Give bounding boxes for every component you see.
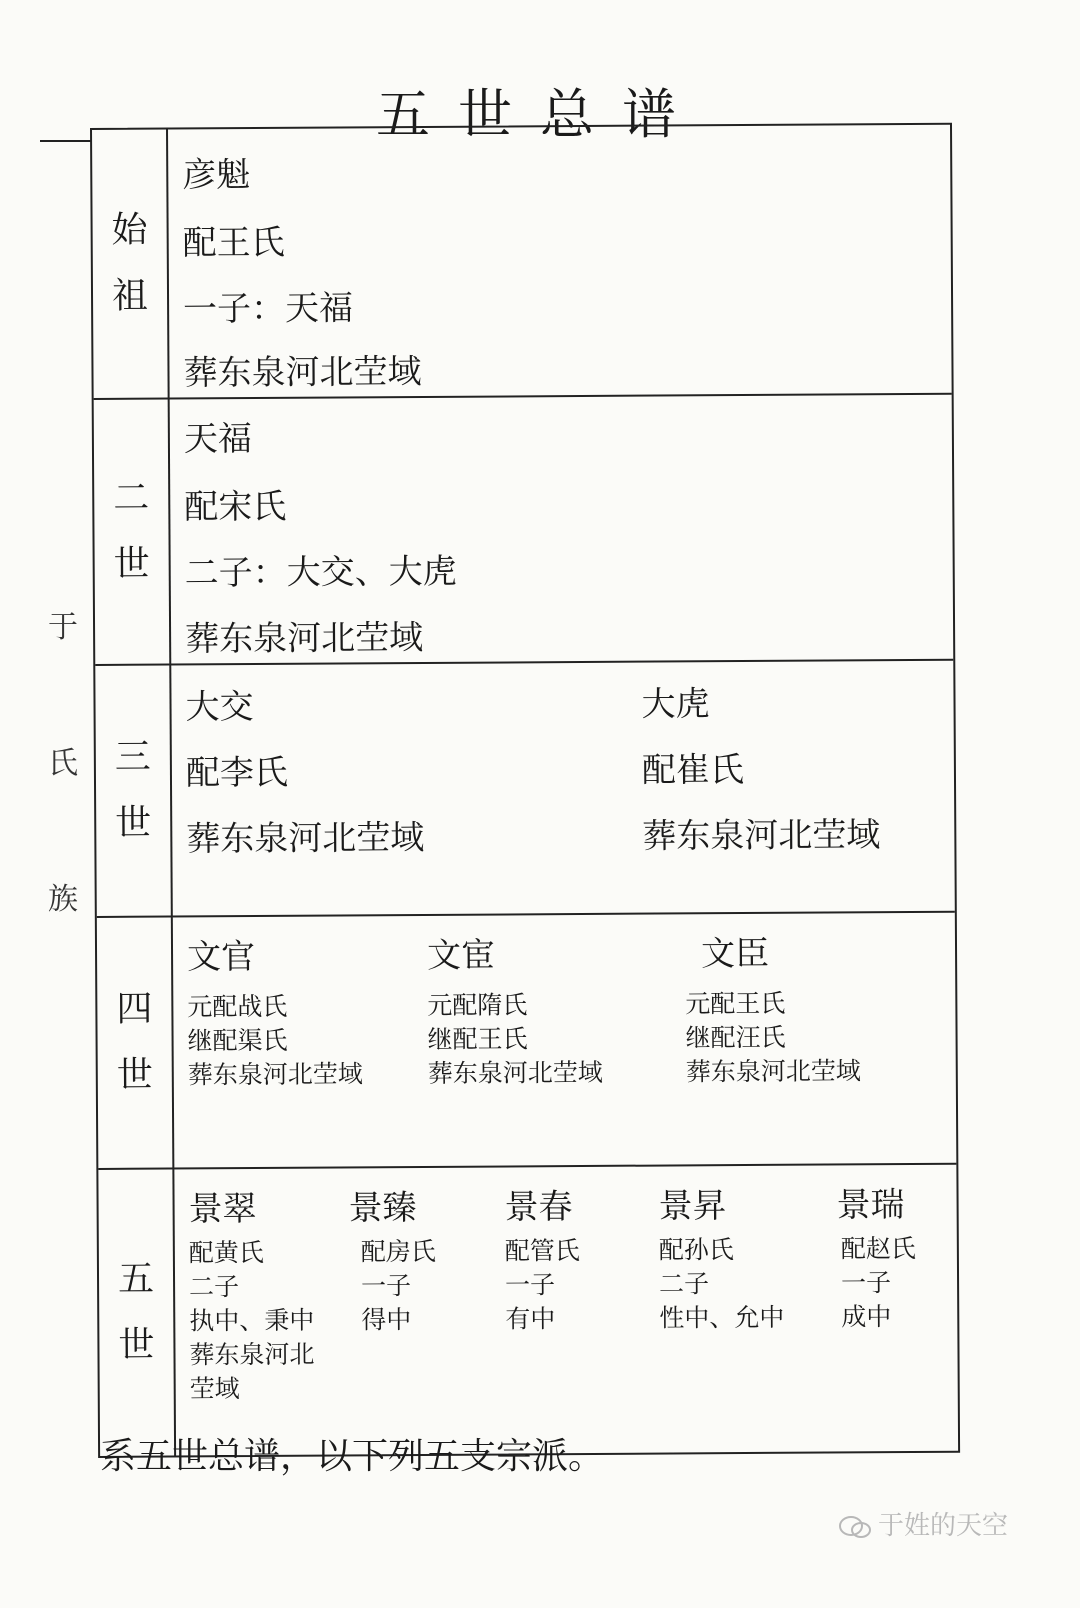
generation-char: 二 xyxy=(113,477,150,519)
children-names: 执中、秉中 xyxy=(189,1305,315,1336)
spouse-line: 配王氏 xyxy=(182,222,285,264)
person-name: 景翠 xyxy=(188,1189,257,1230)
spouse-line: 配李氏 xyxy=(185,752,289,794)
genealogy-table xyxy=(90,123,960,1458)
footer-note: 系五世总谱，以下列五支宗派。 xyxy=(100,1436,605,1477)
spouse-line: 配崔氏 xyxy=(641,750,745,791)
watermark-text: 于姓的天空 xyxy=(878,1511,1009,1541)
person-name: 景昇 xyxy=(658,1186,727,1227)
person-name: 天福 xyxy=(183,419,253,460)
children-names: 得中 xyxy=(361,1305,412,1335)
generation-row-3 xyxy=(95,661,955,918)
side-char: 族 xyxy=(48,882,78,917)
person-name: 景臻 xyxy=(348,1188,417,1229)
generation-char: 祖 xyxy=(111,275,149,317)
person-name: 大虎 xyxy=(641,684,710,725)
burial-line: 葬东泉河北茔域 xyxy=(185,617,424,660)
side-margin-text xyxy=(48,560,78,968)
spouse-line: 元配王氏 xyxy=(685,988,786,1019)
burial-line: 葬东泉河北茔域 xyxy=(186,817,425,860)
person-name: 文宦 xyxy=(426,935,496,976)
watermark xyxy=(838,1505,1008,1542)
children-count: 一子 xyxy=(840,1268,892,1298)
burial-line: 葬东泉河北 xyxy=(189,1339,315,1370)
generation-char: 五 xyxy=(117,1258,155,1300)
generation-row-4 xyxy=(97,913,957,1170)
children-line: 二子：大交、大虎 xyxy=(184,551,457,594)
margin-rule xyxy=(40,140,92,142)
generation-row-1 xyxy=(92,125,952,400)
person-name: 文臣 xyxy=(700,933,770,975)
person-name: 彦魁 xyxy=(182,155,251,196)
burial-line-cont: 茔域 xyxy=(189,1374,240,1404)
spouse-line: 配赵氏 xyxy=(840,1233,916,1264)
generation-char: 三 xyxy=(114,736,151,778)
wechat-icon xyxy=(838,1515,872,1539)
burial-line: 葬东泉河北茔域 xyxy=(187,1059,363,1090)
burial-line: 葬东泉河北茔域 xyxy=(427,1057,603,1088)
person-name: 大交 xyxy=(185,687,254,728)
person-name: 景春 xyxy=(504,1187,573,1228)
person-entry xyxy=(184,395,954,664)
side-char: 氏 xyxy=(48,746,78,781)
people-entries xyxy=(187,913,957,1168)
spouse-line: 继配渠氏 xyxy=(187,1025,288,1056)
generation-label xyxy=(97,918,175,1168)
side-char: 于 xyxy=(48,610,78,645)
children-names: 有中 xyxy=(505,1304,556,1334)
children-count: 二子 xyxy=(658,1269,710,1299)
spouse-line: 配黄氏 xyxy=(188,1237,264,1268)
spouse-line: 配宋氏 xyxy=(184,486,287,528)
generation-row-5 xyxy=(98,1165,958,1456)
children-names: 成中 xyxy=(841,1302,892,1332)
generation-char: 始 xyxy=(111,209,148,251)
spouse-line: 继配王氏 xyxy=(427,1024,528,1054)
generation-label xyxy=(92,130,170,398)
spouse-line: 配房氏 xyxy=(360,1236,436,1267)
generation-label xyxy=(94,400,172,664)
spouse-line: 配管氏 xyxy=(504,1236,580,1266)
spouse-line: 元配隋氏 xyxy=(427,990,528,1020)
person-name: 文官 xyxy=(186,937,256,978)
burial-line: 葬东泉河北茔域 xyxy=(685,1056,861,1087)
people-entries xyxy=(188,1165,958,1456)
spouse-line: 元配战氏 xyxy=(187,991,288,1022)
person-entry xyxy=(182,125,952,398)
people-entries xyxy=(185,661,955,916)
spouse-line: 配孙氏 xyxy=(658,1235,734,1265)
generation-char: 世 xyxy=(115,802,152,844)
spouse-line: 继配汪氏 xyxy=(685,1022,786,1053)
children-line: 一子：天福 xyxy=(182,288,354,330)
children-count: 二子 xyxy=(188,1272,240,1302)
generation-label xyxy=(98,1170,176,1456)
generation-char: 世 xyxy=(116,1054,153,1096)
generation-char: 四 xyxy=(116,988,153,1030)
burial-line: 葬东泉河北茔域 xyxy=(642,815,881,857)
generation-char: 世 xyxy=(113,543,150,585)
children-count: 一子 xyxy=(504,1270,556,1300)
generation-char: 世 xyxy=(118,1324,155,1366)
children-count: 一子 xyxy=(360,1271,412,1301)
burial-line: 葬东泉河北茔域 xyxy=(183,351,422,394)
generation-row-2 xyxy=(94,395,954,666)
children-names: 性中、允中 xyxy=(659,1302,785,1333)
person-name: 景瑞 xyxy=(836,1185,905,1226)
generation-label xyxy=(95,666,173,916)
page-title: 五世总谱 xyxy=(376,83,704,146)
